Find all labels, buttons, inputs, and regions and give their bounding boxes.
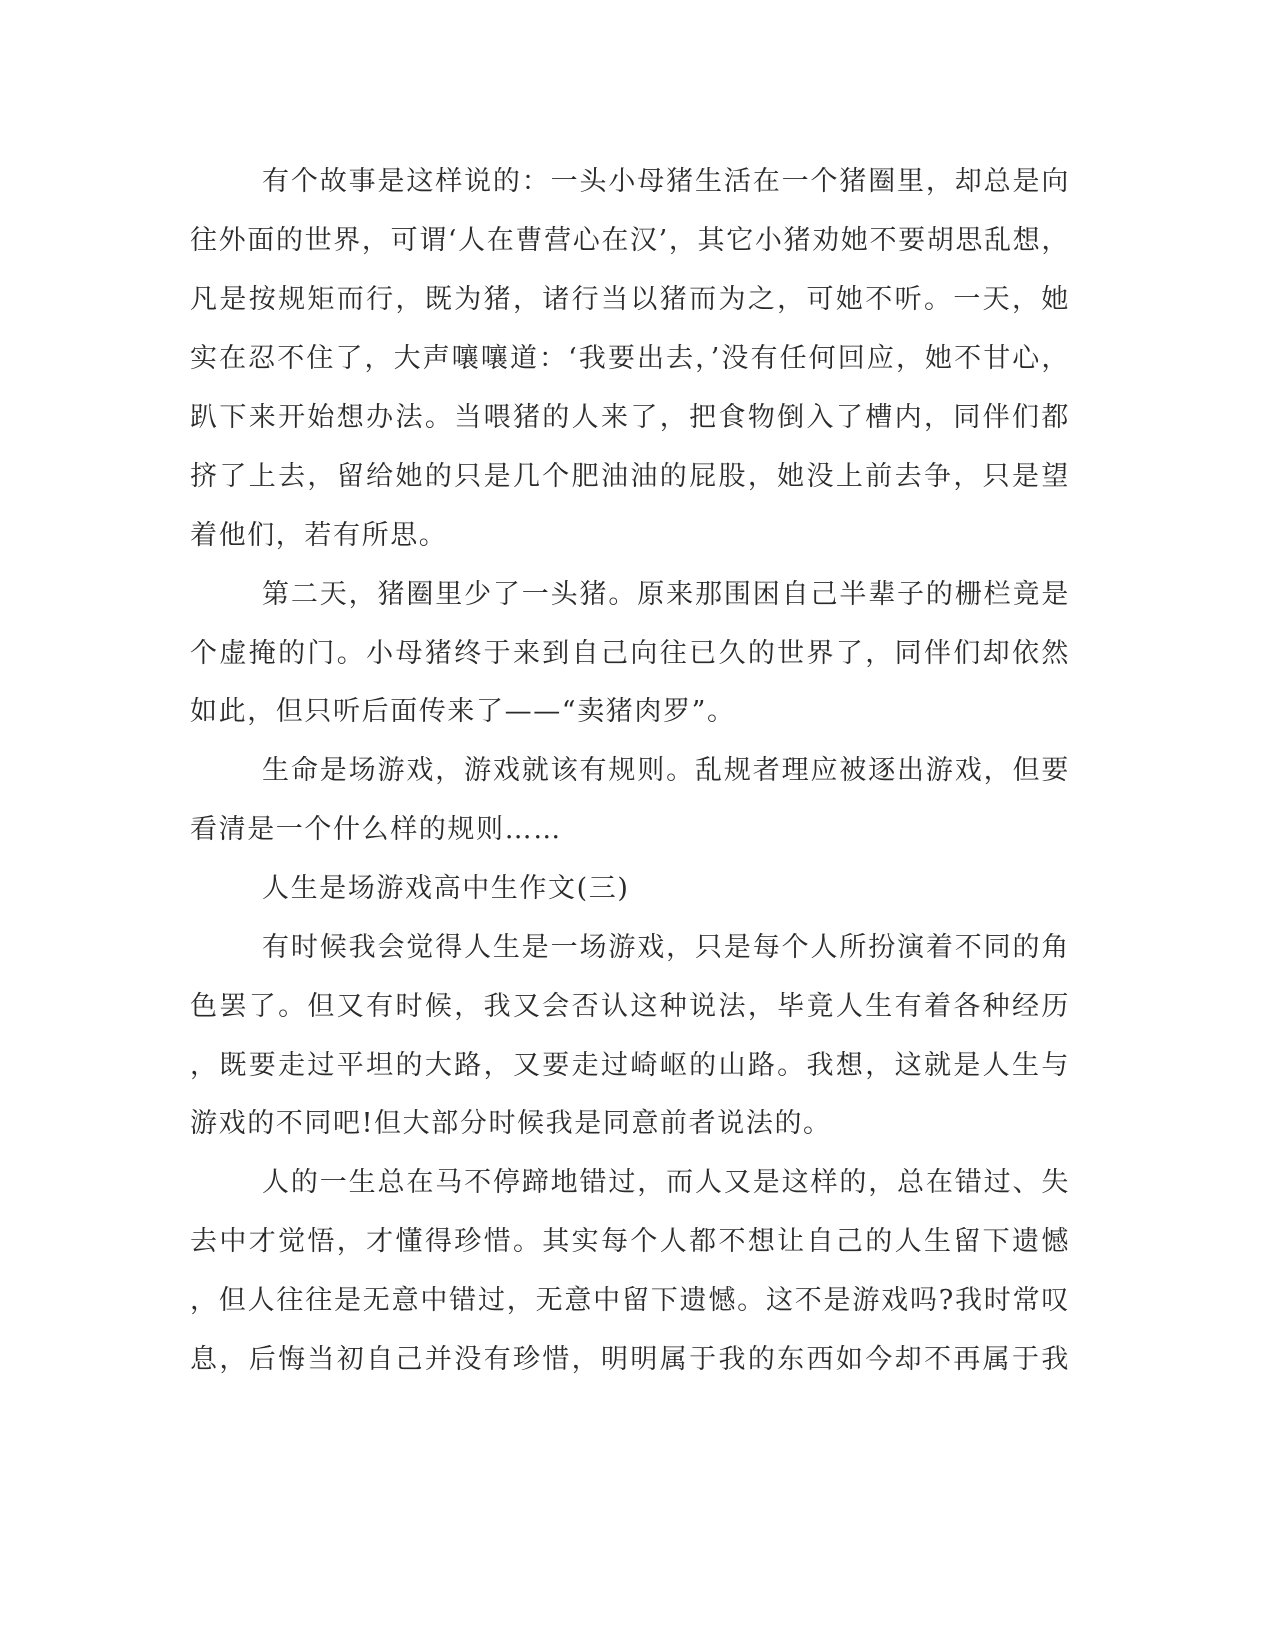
text-line: 实在忍不住了，大声嚷嚷道：‘我要出去，’没有任何回应，她不甘心， (190, 343, 1070, 374)
text-line: 挤了上去，留给她的只是几个肥油油的屁股，她没上前去争，只是望 (190, 461, 1070, 492)
text-line: 第二天，猪圈里少了一头猪。原来那围困自己半辈子的栅栏竟是 (262, 579, 1070, 610)
text-line: 有时候我会觉得人生是一场游戏，只是每个人所扮演着不同的角 (262, 932, 1070, 963)
text-line: 色罢了。但又有时候，我又会否认这种说法，毕竟人生有着各种经历 (190, 991, 1070, 1022)
text-line: 凡是按规矩而行，既为猪，诸行当以猪而为之，可她不听。一天，她 (190, 284, 1070, 315)
text-line: 个虚掩的门。小母猪终于来到自己向往已久的世界了，同伴们却依然 (190, 638, 1070, 669)
section-heading: 人生是场游戏高中生作文(三) (262, 873, 630, 904)
text-line: 有个故事是这样说的：一头小母猪生活在一个猪圈里，却总是向 (262, 166, 1070, 197)
text-line: 生命是场游戏，游戏就该有规则。乱规者理应被逐出游戏，但要 (262, 755, 1070, 786)
text-line: 如此，但只听后面传来了——“卖猪肉罗”。 (190, 696, 736, 727)
text-line: ，但人往往是无意中错过，无意中留下遗憾。这不是游戏吗?我时常叹 (190, 1285, 1070, 1316)
text-line: 人的一生总在马不停蹄地错过，而人又是这样的，总在错过、失 (262, 1167, 1070, 1198)
text-line: 趴下来开始想办法。当喂猪的人来了，把食物倒入了槽内，同伴们都 (190, 402, 1070, 433)
text-line: 去中才觉悟，才懂得珍惜。其实每个人都不想让自己的人生留下遗憾 (190, 1226, 1070, 1257)
text-line: 看清是一个什么样的规则…… (190, 814, 562, 845)
text-line: 息，后悔当初自己并没有珍惜，明明属于我的东西如今却不再属于我 (190, 1344, 1070, 1375)
text-line: 往外面的世界，可谓‘人在曹营心在汉’，其它小猪劝她不要胡思乱想， (190, 225, 1070, 256)
text-line: ，既要走过平坦的大路，又要走过崎岖的山路。我想，这就是人生与 (190, 1050, 1070, 1081)
text-line: 着他们，若有所思。 (190, 520, 448, 551)
text-line: 游戏的不同吧!但大部分时候我是同意前者说法的。 (190, 1108, 832, 1139)
